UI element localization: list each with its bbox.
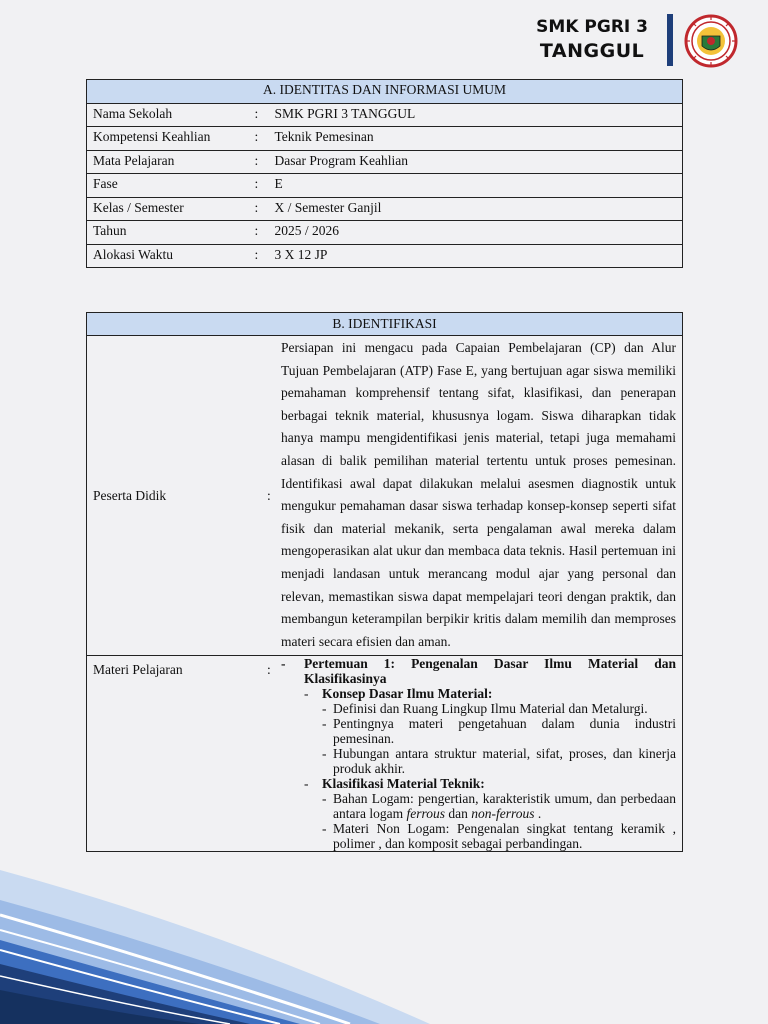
table-row [87,656,683,852]
bullet-dash: - [304,686,309,702]
row-separator: : [255,244,269,268]
logam-prefix: Bahan Logam: pengertian, karakteristik umum, dan perbedaan antara logam [333,791,676,822]
bullet-dash: - [322,716,327,732]
bullet-dash: - [322,821,327,837]
peserta-label: Peserta Didik [87,336,268,656]
row-value: X / Semester Ganjil [269,197,683,221]
row-label: Mata Pelajaran [87,150,255,174]
bullet-dash: - [322,791,327,807]
row-label: Nama Sekolah [87,103,255,127]
row-label: Kelas / Semester [87,197,255,221]
row-separator: : [267,656,281,852]
school-name-heading [536,16,648,64]
decorative-wave-graphic [0,860,768,1024]
row-value: Teknik Pemesinan [269,127,683,151]
materi-content [281,656,683,852]
table-row [87,127,683,151]
logam-suffix: . [534,806,542,822]
ferrous-term: ferrous [406,806,445,822]
row-separator: : [255,221,269,245]
row-value: E [269,174,683,198]
row-label: Kompetensi Keahlian [87,127,255,151]
table-row [87,221,683,245]
list-item-text: Pentingnya materi pengetahuan dalam dunia industri pemesinan. [333,716,676,747]
bullet-dash: - [322,701,327,717]
table-row [87,197,683,221]
row-label: Alokasi Waktu [87,244,255,268]
row-label: Fase [87,174,255,198]
row-separator: : [255,127,269,151]
classification-heading: Klasifikasi Material Teknik: [322,776,485,792]
row-label: Tahun [87,221,255,245]
concept-heading: Konsep Dasar Ilmu Material: [322,686,493,702]
classification-heading-item [304,776,676,791]
bullet-dash: - [322,746,327,762]
identity-table [86,79,683,268]
identification-table [86,312,683,852]
bullet-dash: - [304,776,309,792]
meeting-title: Pertemuan 1: Pengenalan Dasar Ilmu Material dan Klasifikasinya [304,656,676,687]
list-item [322,701,676,716]
concept-heading-item [304,686,676,701]
list-item-text: Hubungan antara struktur material, sifat, proses, dan kinerja produk akhir. [333,746,676,777]
row-separator: : [255,174,269,198]
row-separator: : [255,150,269,174]
table-row [87,103,683,127]
table-row [87,244,683,268]
non-ferrous-term: non-ferrous [471,806,535,822]
logam-mid: dan [444,806,472,822]
header-divider-bar [667,14,673,66]
list-item-text: Materi Non Logam: Pengenalan singkat tentang keramik , polimer , dan komposit sebagai perbandingan. [333,821,676,852]
row-value: 3 X 12 JP [269,244,683,268]
peserta-description: Persiapan ini mengacu pada Capaian Pembelajaran (CP) dan Alur Tujuan Pembelajaran (ATP) Fase E, yang bertujuan agar siswa memiliki pemahaman komprehensif tentang sifat, klasifikasi, dan penerapan berbagai teknik material, khususnya logam. Siswa diharapkan tidak hanya mampu mengidentifikasi jenis material, tetapi juga memahami alasan di balik pemilihan material tertentu untuk proses pemesinan. Identifikasi awal dapat dilakukan melalui asesmen diagnostik untuk mengukur pemahaman dasar siswa terhadap konsep-konsep seperti sifat fisik dan material mekanik, serta pengalaman awal mereka dalam mengoperasikan alat ukur dan membaca data teknis. Hasil pertemuan ini menjadi landasan untuk merancang modul ajar yang personal dan relevan, memastikan siswa dapat mempelajari teori dengan praktik, dan membangun keterampilan berpikir kritis dalam memilih dan memproses materi secara efisien dan aman. [281,340,676,649]
identity-table-title: A. IDENTITAS DAN INFORMASI UMUM [87,80,683,104]
school-logo-emblem [678,14,744,68]
row-separator: : [255,103,269,127]
row-separator: : [267,336,281,656]
table-row [87,174,683,198]
row-value: SMK PGRI 3 TANGGUL [269,103,683,127]
list-item [322,821,676,851]
bullet-dash: - [281,656,286,672]
identification-table-title: B. IDENTIFIKASI [87,313,683,336]
school-name-line1: SMK PGRI 3 [536,17,648,37]
list-item-text [333,791,676,821]
list-item-text: Definisi dan Ruang Lingkup Ilmu Material dan Metalurgi. [333,701,648,717]
materi-label: Materi Pelajaran [87,656,268,852]
row-value: 2025 / 2026 [269,221,683,245]
table-row [87,150,683,174]
list-item [322,716,676,746]
row-separator: : [255,197,269,221]
list-item [322,746,676,776]
row-value: Dasar Program Keahlian [269,150,683,174]
table-row [87,336,683,656]
list-item [322,791,676,821]
school-name-line2: TANGGUL [539,40,645,62]
meeting-item [281,656,676,686]
